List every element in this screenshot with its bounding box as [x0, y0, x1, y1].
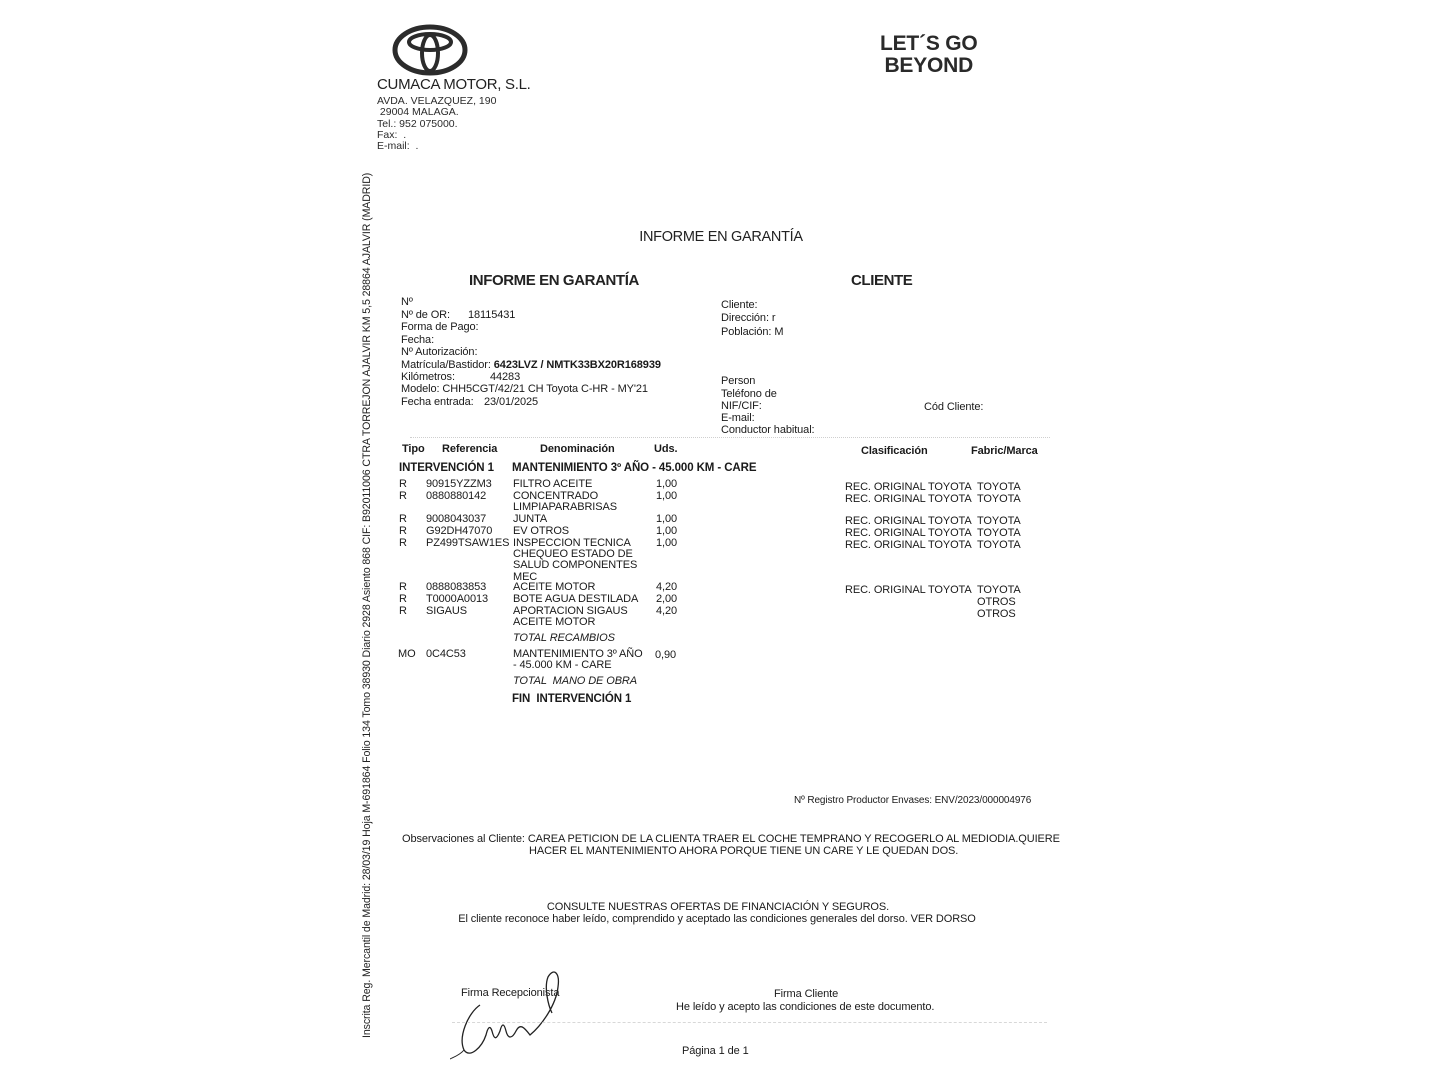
table-row-marca: TOYOTA: [977, 539, 1021, 551]
table-row-tipo: R: [399, 490, 407, 502]
table-row-uds: 4,20: [656, 605, 678, 617]
field-modelo: [401, 383, 648, 395]
labor-row-tipo: MO: [398, 648, 416, 660]
divider: [410, 437, 1050, 438]
address-email: E-mail: .: [377, 140, 419, 153]
observations-line-1: CAREA PETICION DE LA CLIENTA TRAER EL COCHE TEMPRANO Y RECOGERLO AL MEDIODIA.QUIERE: [527, 833, 1060, 845]
total-recambios-label: TOTAL RECAMBIOS: [513, 632, 615, 644]
client-code-field: [924, 401, 983, 413]
col-header-fabricante: Fabric/Marca: [971, 445, 1038, 457]
field-matricula: [401, 359, 661, 371]
observations-line-2: HACER EL MANTENIMIENTO AHORA PORQUE TIENE UN CARE Y LE QUEDAN DOS.: [529, 845, 959, 857]
conditions-notice: El cliente reconoce haber leído, comprendido y aceptado las condiciones generales del dorso. VER DORSO: [458, 913, 976, 925]
denom-line: MEC: [513, 570, 538, 583]
table-row-uds: 2,00: [656, 593, 678, 605]
company-legal-registration: Inscrita Reg. Mercantil de Madrid: 28/03/19 Hoja M-691864 Folio 134 Tomo 38930 Diario 2928 Asiento 868 CIF: B92011006 CTRA TORREJON AJALVIR KM 5,5 28864 AJALVIR (MADRID): [361, 172, 373, 1038]
field-label: Fecha entrada:: [401, 396, 474, 408]
denom-line: LIMPIAPARABRISAS: [513, 501, 617, 514]
table-row-marca: TOYOTA: [977, 527, 1021, 539]
field-label: Fecha:: [401, 334, 435, 346]
field-numero: [401, 296, 413, 308]
denom-line: CONCENTRADO: [513, 490, 599, 502]
field-fecha: [401, 334, 434, 346]
field-fecha-entrada: [401, 396, 539, 408]
table-row-uds: 1,00: [656, 525, 678, 537]
table-row-marca: TOYOTA: [977, 584, 1021, 596]
table-row-tipo: R: [399, 513, 407, 525]
table-row-clasif: REC. ORIGINAL TOYOTA: [845, 493, 972, 505]
table-row-ref: 0888083853: [426, 581, 487, 593]
slogan-line-1: LET´S GO: [880, 32, 978, 55]
field-label: Cliente:: [721, 299, 758, 311]
field-autorizacion: [401, 346, 477, 358]
company-name: CUMACA MOTOR, S.L.: [377, 76, 531, 93]
labor-row-denom: [513, 649, 643, 671]
client-address-field: [721, 312, 775, 324]
col-header-uds: Uds.: [654, 443, 678, 455]
field-label: Nº: [401, 296, 413, 308]
address-phone: Tel.: 952 075000.: [377, 117, 458, 130]
table-row-clasif: REC. ORIGINAL TOYOTA: [845, 527, 972, 539]
table-row-uds: 1,00: [656, 490, 678, 502]
table-row-marca: TOYOTA: [977, 481, 1021, 493]
client-section-heading: CLIENTE: [851, 272, 913, 289]
table-row-ref: G92DH47070: [426, 525, 493, 537]
field-forma-pago: [401, 321, 478, 333]
labor-row-uds: 0,90: [655, 649, 677, 661]
client-driver-field: [721, 424, 815, 436]
table-row-clasif: REC. ORIGINAL TOYOTA: [845, 481, 972, 493]
labor-row-ref: 0C4C53: [426, 648, 466, 660]
signature-divider: [452, 1022, 1047, 1023]
page-indicator: Página 1 de 1: [682, 1045, 749, 1057]
brand-slogan: [880, 33, 978, 77]
field-kilometros: [401, 371, 521, 383]
client-signature-label: Firma Cliente: [774, 988, 839, 1000]
field-label: Matrícula/Bastidor:: [401, 359, 491, 371]
table-row-denom: BOTE AGUA DESTILADA: [513, 593, 639, 605]
field-label: Nº de OR:: [401, 309, 450, 321]
or-number-value: 18115431: [468, 309, 516, 321]
client-name-field: [721, 299, 758, 311]
denom-line: ACEITE MOTOR: [513, 616, 596, 629]
receptionist-signature-label: Firma Recepcionista: [461, 987, 560, 999]
table-row-uds: 4,20: [656, 581, 678, 593]
table-row-uds: 1,00: [656, 513, 678, 525]
field-label: Modelo:: [401, 383, 440, 395]
table-row-denom: [513, 606, 628, 628]
table-row-uds: 1,00: [656, 537, 678, 549]
client-phone-field: [721, 388, 777, 400]
report-section-heading: INFORME EN GARANTÍA: [469, 272, 639, 289]
financing-notice: CONSULTE NUESTRAS OFERTAS DE FINANCIACIÓN Y SEGUROS.: [546, 901, 890, 913]
denom-line: SALUD COMPONENTES: [513, 559, 638, 572]
table-row-tipo: R: [399, 537, 407, 549]
table-row-ref: PZ499TSAW1ES: [426, 537, 510, 549]
table-row-uds: 1,00: [656, 478, 678, 490]
table-row-tipo: R: [399, 605, 407, 617]
table-row-denom: [513, 538, 637, 583]
address-fax: Fax: .: [377, 128, 407, 141]
table-row-ref: 9008043037: [426, 513, 487, 525]
col-header-referencia: Referencia: [442, 443, 498, 455]
table-row-denom: EV OTROS: [513, 525, 570, 537]
table-row-marca: TOYOTA: [977, 515, 1021, 527]
denom-line: MANTENIMIENTO 3º AÑO: [513, 648, 643, 660]
table-row-denom: [513, 491, 617, 513]
table-row-tipo: R: [399, 478, 407, 490]
denom-line: APORTACION SIGAUS: [513, 605, 628, 617]
field-label: Nº Autorización:: [401, 346, 478, 358]
receptionist-signature-icon: [450, 965, 570, 1065]
kilometros-value: 44283: [490, 371, 521, 383]
table-row-clasif: REC. ORIGINAL TOYOTA: [845, 515, 972, 527]
company-address: [377, 96, 496, 152]
client-email-field: [721, 412, 755, 424]
field-label: Cód Cliente:: [924, 401, 984, 413]
client-nif-field: [721, 400, 762, 412]
table-row-denom: JUNTA: [513, 513, 548, 525]
col-header-denominacion: Denominación: [540, 443, 615, 455]
field-or-number: [401, 309, 516, 321]
table-row-ref: SIGAUS: [426, 605, 467, 617]
table-row-ref: 90915YZZM3: [426, 478, 492, 490]
matricula-value: 6423LVZ / NMTK33BX20R168939: [493, 359, 661, 371]
table-row-clasif: REC. ORIGINAL TOYOTA: [845, 539, 972, 551]
table-row-denom: FILTRO ACEITE: [513, 478, 593, 490]
field-label: E-mail:: [721, 412, 755, 424]
table-row-marca: OTROS: [977, 596, 1016, 608]
table-row-tipo: R: [399, 593, 407, 605]
address-street: AVDA. VELAZQUEZ, 190: [377, 95, 497, 107]
col-header-clasificacion: Clasificación: [861, 445, 928, 457]
field-label: Población:: [721, 326, 772, 338]
client-address-value: r: [771, 312, 776, 324]
field-label: Forma de Pago:: [401, 321, 479, 333]
field-label: Dirección:: [721, 312, 769, 324]
slogan-line-2: BEYOND: [884, 54, 974, 77]
table-row-ref: 0880880142: [426, 490, 487, 502]
field-label: Kilómetros:: [401, 371, 455, 383]
field-label: NIF/CIF:: [721, 400, 762, 412]
client-town-value: M: [774, 326, 784, 338]
table-row-denom: ACEITE MOTOR: [513, 581, 596, 593]
client-signature-note: He leído y acepto las condiciones de este documento.: [676, 1001, 935, 1013]
modelo-value: CHH5CGT/42/21 CH Toyota C-HR - MY'21: [442, 383, 648, 395]
intervention-end-label: FIN INTERVENCIÓN 1: [512, 693, 632, 705]
observations-label: Observaciones al Cliente:: [402, 833, 525, 845]
denom-line: - 45.000 KM - CARE: [513, 659, 612, 672]
address-city: 29004 MALAGA.: [377, 106, 459, 119]
total-mano-obra-label: TOTAL MANO DE OBRA: [513, 675, 638, 687]
col-header-tipo: Tipo: [402, 443, 425, 455]
table-row-tipo: R: [399, 525, 407, 537]
client-town-field: [721, 326, 783, 338]
field-label: Person: [721, 375, 756, 387]
table-row-ref: T0000A0013: [426, 593, 488, 605]
table-row-marca: OTROS: [977, 608, 1016, 620]
packaging-registry-number: Nº Registro Productor Envases: ENV/2023/000004976: [794, 795, 1032, 806]
field-label: Teléfono de: [721, 388, 777, 400]
denom-line: CHEQUEO ESTADO DE: [513, 548, 633, 561]
table-row-marca: TOYOTA: [977, 493, 1021, 505]
field-label: Conductor habitual:: [721, 424, 815, 436]
intervention-title: MANTENIMIENTO 3º AÑO - 45.000 KM - CARE: [512, 462, 757, 474]
intervention-label: INTERVENCIÓN 1: [399, 462, 494, 474]
denom-line: INSPECCION TECNICA: [513, 537, 631, 549]
document-title: INFORME EN GARANTÍA: [639, 229, 803, 245]
fecha-entrada-value: 23/01/2025: [484, 396, 539, 408]
observations-block: [402, 833, 1060, 845]
toyota-logo-icon: [392, 24, 468, 76]
client-person-field: [721, 375, 755, 387]
table-row-tipo: R: [399, 581, 407, 593]
table-row-clasif: REC. ORIGINAL TOYOTA: [845, 584, 972, 596]
